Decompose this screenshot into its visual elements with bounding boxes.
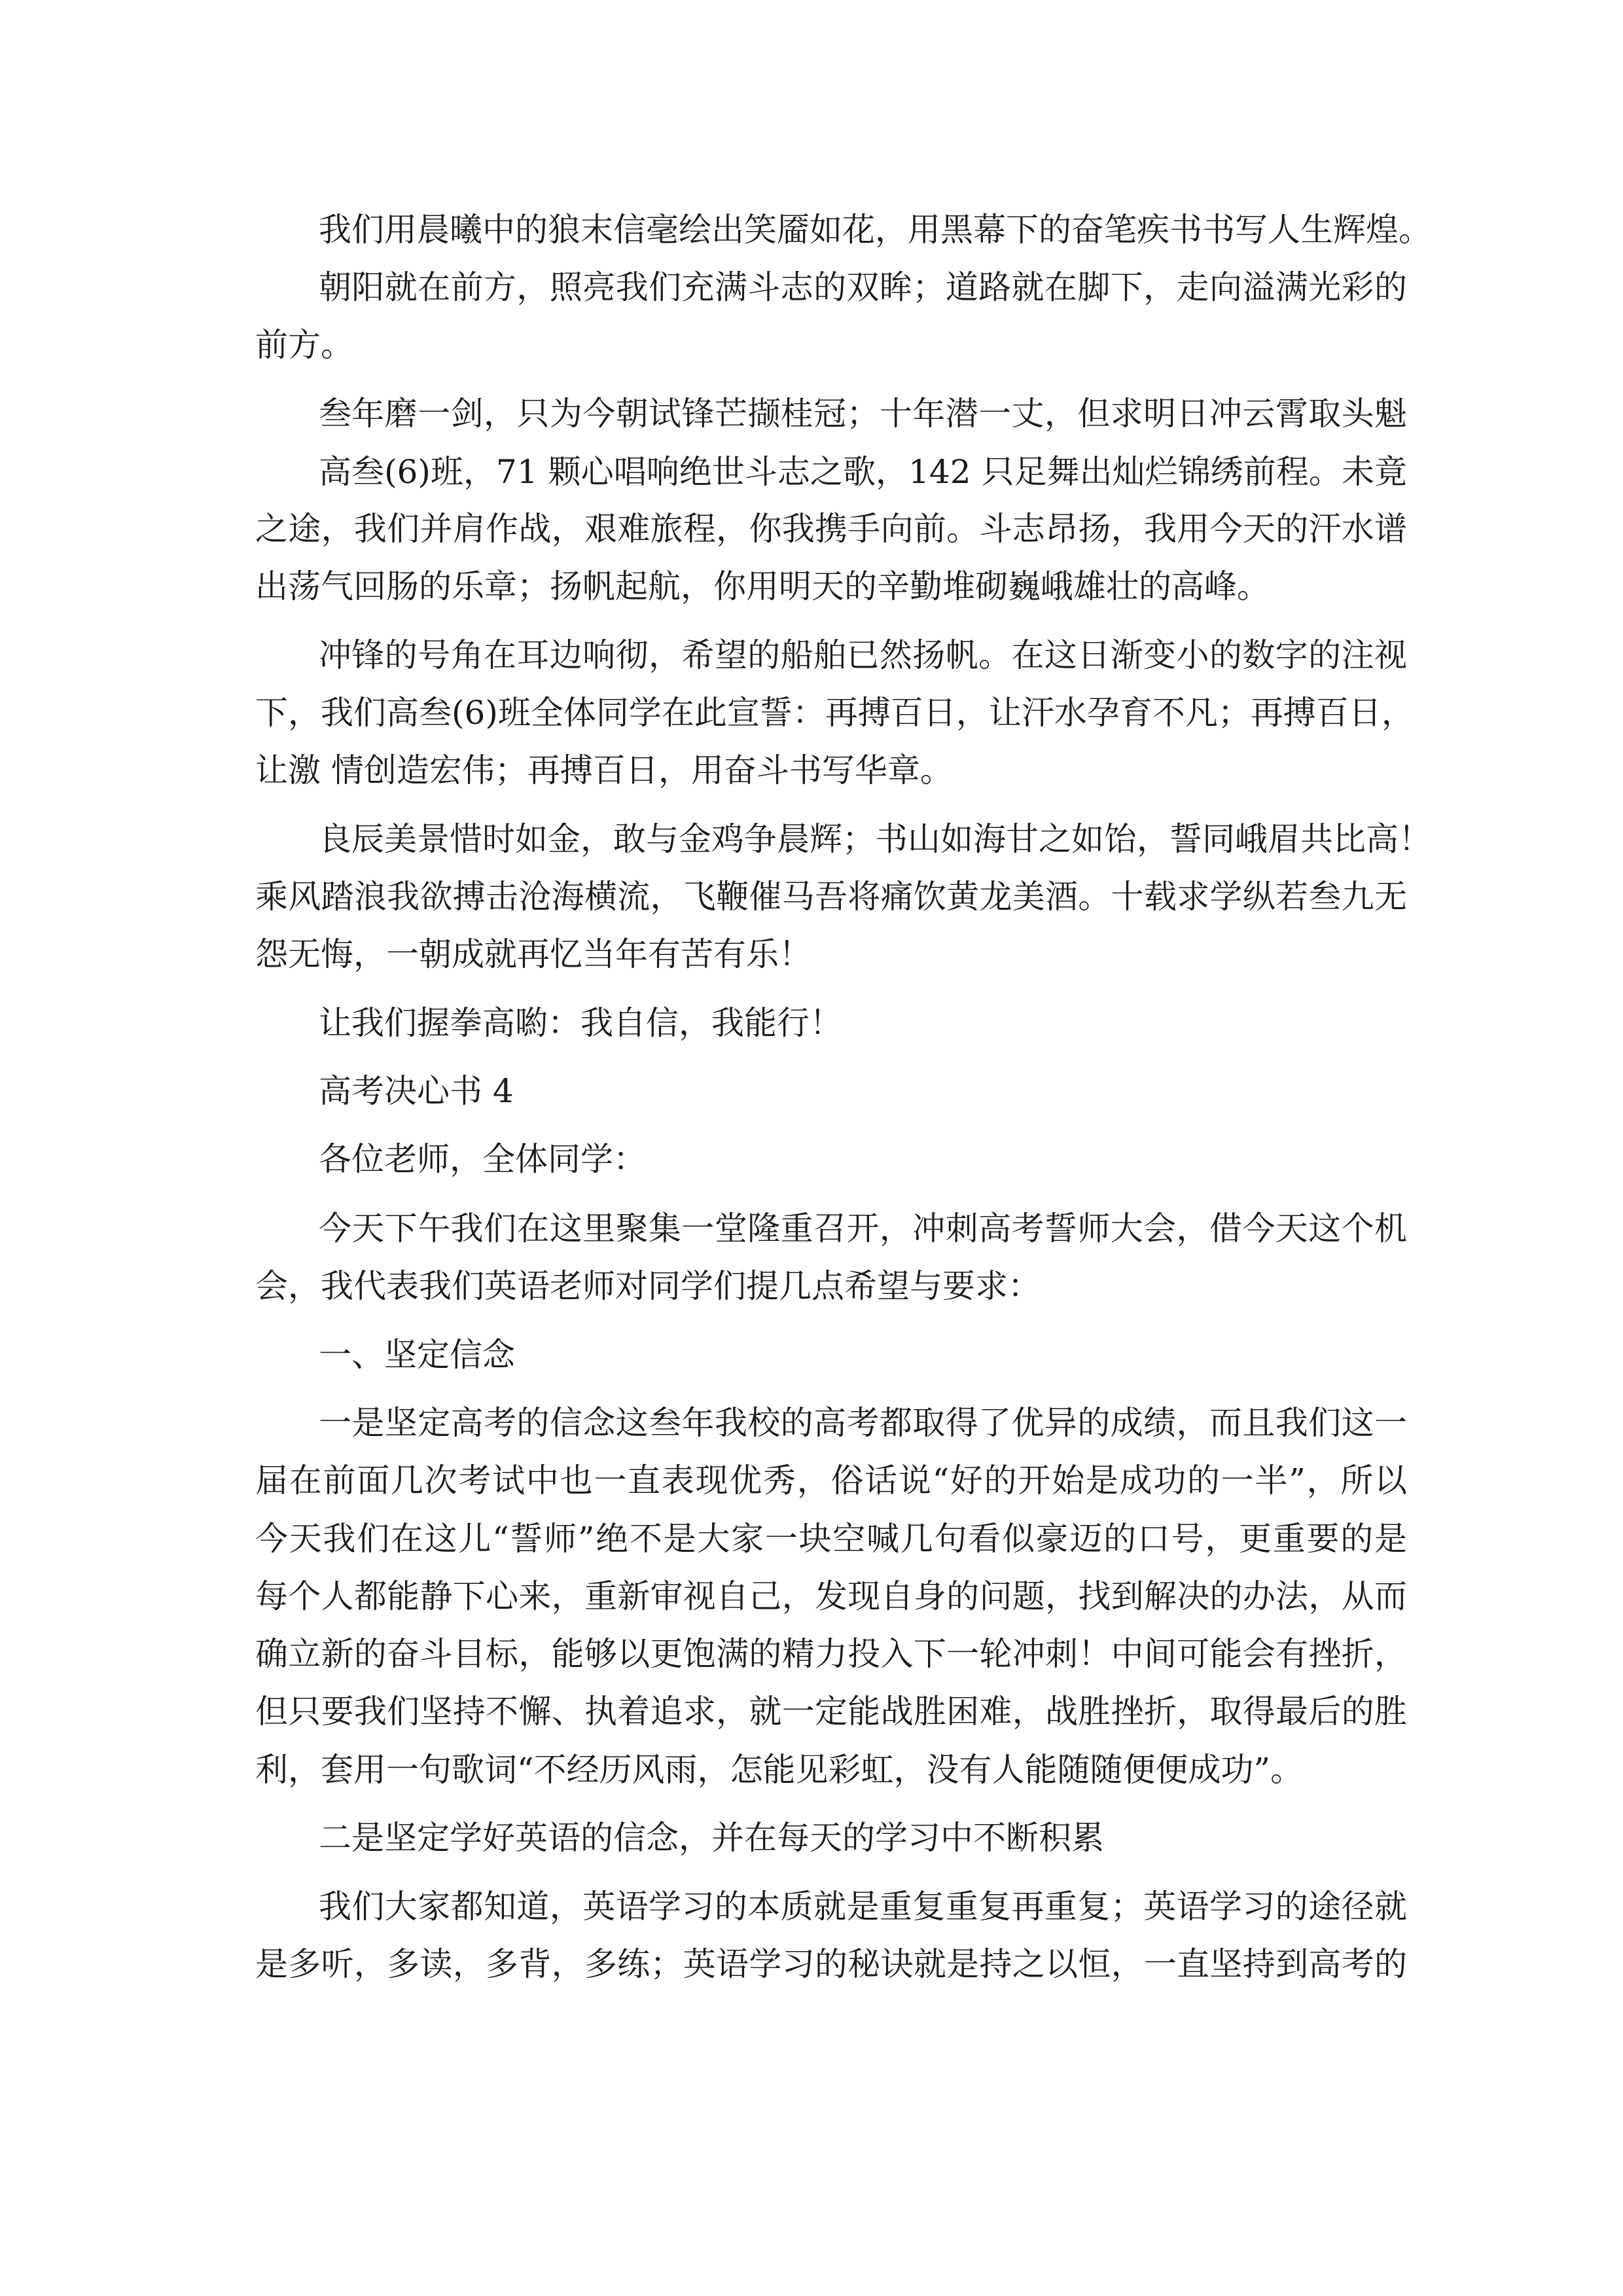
text-line: 让激 情创造宏伟；再搏百日，用奋斗书写华章。 xyxy=(255,751,953,789)
text-line: 今天下午我们在这里聚集一堂隆重召开，冲刺高考誓师大会，借今天这个机 xyxy=(319,1210,1407,1247)
text-line: 乘风踏浪我欲搏击沧海横流，飞鞭催马吾将痛饮黄龙美酒。十载求学纵若叁九无 xyxy=(255,878,1407,916)
text-line: 良辰美景惜时如金，敢与金鸡争晨辉；书山如海甘之如饴，誓同峨眉共比高！ xyxy=(319,820,1431,858)
text-line: 下，我们高叁(6)班全体同学在此宣誓：再搏百日，让汗水孕育不凡；再搏百日， xyxy=(255,694,1414,732)
section-heading: 高考决心书 4 xyxy=(319,1072,514,1110)
text-line: 叁年磨一剑，只为今朝试锋芒撷桂冠；十年潜一丈，但求明日冲云霄取头魁 xyxy=(319,395,1407,433)
text-line: 高叁(6)班，71 颗心唱响绝世斗志之歌，142 只足舞出灿烂锦绣前程。未竟 xyxy=(319,453,1407,491)
text-line: 朝阳就在前方，照亮我们充满斗志的双眸；道路就在脚下，走向溢满光彩的 xyxy=(319,268,1407,306)
text-line: 我们大家都知道，英语学习的本质就是重复重复再重复；英语学习的途径就 xyxy=(319,1888,1407,1926)
text-line: 利，套用一句歌词“不经历风雨，怎能见彩虹，没有人能随随便便成功”。 xyxy=(255,1751,1304,1789)
text-line: 会，我代表我们英语老师对同学们提几点希望与要求： xyxy=(255,1267,1041,1305)
text-line: 届在前面几次考试中也一直表现优秀，俗话说“好的开始是成功的一半”，所以 xyxy=(255,1462,1407,1499)
text-line: 怨无悔，一朝成就再忆当年有苦有乐！ xyxy=(255,935,812,973)
text-line: 冲锋的号角在耳边响彻，希望的船舶已然扬帆。在这日渐变小的数字的注视 xyxy=(319,636,1407,674)
text-line: 各位老师，全体同学： xyxy=(319,1140,646,1178)
text-line: 之途，我们并肩作战，艰难旅程，你我携手向前。斗志昂扬，我用今天的汗水谱 xyxy=(255,510,1407,548)
text-line: 确立新的奋斗目标，能够以更饱满的精力投入下一轮冲刺！中间可能会有挫折， xyxy=(255,1635,1407,1673)
text-line: 让我们握拳高喲：我自信，我能行！ xyxy=(319,1004,842,1042)
text-line: 出荡气回肠的乐章；扬帆起航，你用明天的辛勤堆砌巍峨雄壮的高峰。 xyxy=(255,567,1270,605)
text-line: 我们用晨曦中的狼末信毫绘出笑靥如花，用黑幕下的奋笔疾书书写人生辉煌。 xyxy=(319,211,1431,249)
text-line: 一、坚定信念 xyxy=(319,1336,515,1374)
text-line: 二是坚定学好英语的信念，并在每天的学习中不断积累 xyxy=(319,1819,1104,1857)
text-line: 是多听，多读，多背，多练；英语学习的秘诀就是持之以恒，一直坚持到高考的 xyxy=(255,1945,1407,1983)
text-line: 前方。 xyxy=(255,326,353,364)
text-line: 一是坚定高考的信念这叁年我校的高考都取得了优异的成绩，而且我们这一 xyxy=(319,1404,1407,1442)
text-line: 但只要我们坚持不懈、执着追求，就一定能战胜困难，战胜挫折，取得最后的胜 xyxy=(255,1693,1407,1731)
text-line: 每个人都能静下心来，重新审视自己，发现自身的问题，找到解决的办法，从而 xyxy=(255,1577,1407,1615)
text-line: 今天我们在这儿“誓师”绝不是大家一块空喊几句看似豪迈的口号，更重要的是 xyxy=(255,1520,1407,1558)
